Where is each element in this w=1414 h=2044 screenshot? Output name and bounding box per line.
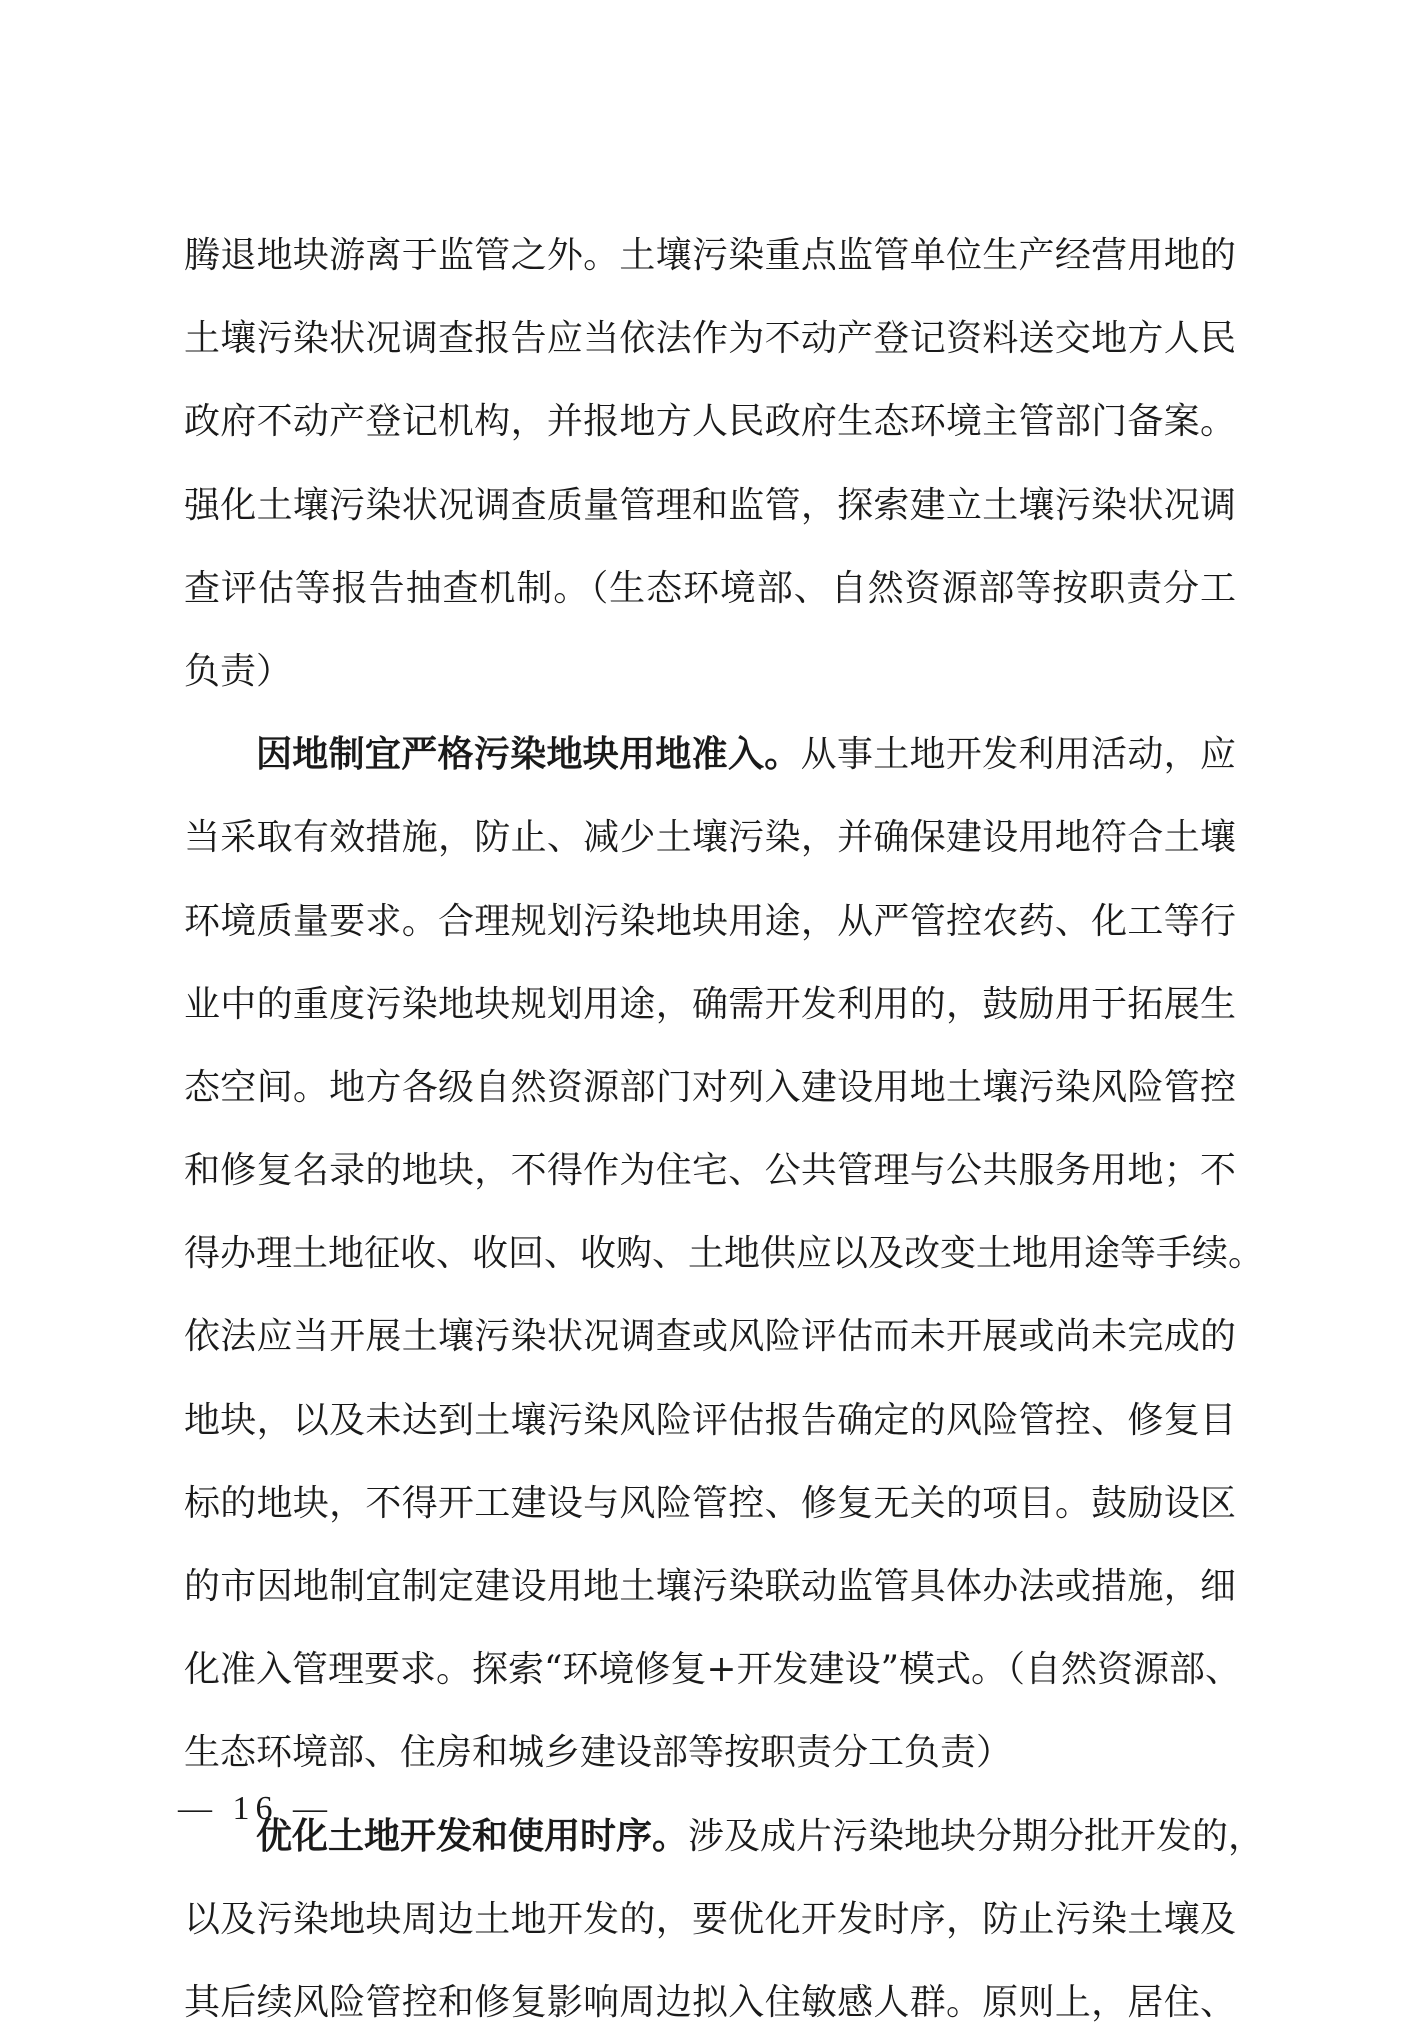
text-line [184, 1961, 1236, 2044]
text-line [184, 1295, 1236, 1378]
line-text: 依法应当开展土壤污染状况调查或风险评估而未开展或尚未完成的 [184, 1316, 1236, 1358]
line-text: 以及污染地块周边土地开发的，要优化开发时序，防止污染土壤及 [184, 1898, 1236, 1940]
text-line [184, 1545, 1236, 1628]
text-line [184, 297, 1236, 380]
line-text: 腾退地块游离于监管之外。土壤污染重点监管单位生产经营用地的 [184, 235, 1236, 276]
line-text: 强化土壤污染状况调查质量管理和监管，探索建立土壤污染状况调 [184, 484, 1236, 526]
text-line [184, 1046, 1236, 1129]
line-text: 化准入管理要求。探索“环境修复+开发建设”模式。（自然资源部、 [184, 1649, 1241, 1691]
text-line [184, 380, 1236, 463]
text-line [184, 963, 1236, 1046]
text-line [184, 1462, 1236, 1545]
line-text: 地块，以及未达到土壤污染风险评估报告确定的风险管控、修复目 [184, 1399, 1236, 1441]
text-line [184, 630, 1236, 713]
text-line [184, 1878, 1236, 1961]
line-text: 负责） [184, 650, 293, 692]
paragraph-heading: 优化土地开发和使用时序。 [256, 1814, 689, 1857]
text-line [184, 1795, 1265, 1878]
line-text: 从事土地开发利用活动，应 [800, 734, 1236, 776]
line-text: 业中的重度污染地块规划用途，确需开发利用的，鼓励用于拓展生 [184, 983, 1236, 1025]
text-line [184, 1628, 1241, 1711]
text-line [184, 1711, 1236, 1794]
line-text: 和修复名录的地块，不得作为住宅、公共管理与公共服务用地；不 [184, 1150, 1236, 1192]
line-text: 的市因地制宜制定建设用地土壤污染联动监管具体办法或措施，细 [184, 1566, 1236, 1607]
line-text: 土壤污染状况调查报告应当依法作为不动产登记资料送交地方人民 [184, 318, 1236, 360]
line-text: 政府不动产登记机构，并报地方人民政府生态环境主管部门备案。 [184, 401, 1236, 443]
text-line [184, 1212, 1265, 1295]
line-text: 态空间。地方各级自然资源部门对列入建设用地土壤污染风险管控 [184, 1066, 1236, 1108]
text-line [184, 713, 1236, 796]
text-line [184, 214, 1236, 297]
text-line [184, 1129, 1236, 1212]
text-line [184, 880, 1236, 963]
line-text: 得办理土地征收、收回、收购、土地供应以及改变土地用途等手续。 [184, 1233, 1265, 1275]
text-line [184, 796, 1236, 879]
line-text: 生态环境部、住房和城乡建设部等按职责分工负责） [184, 1732, 1013, 1774]
paragraph-heading: 因地制宜严格污染地块用地准入。 [256, 733, 801, 776]
text-line [184, 547, 1236, 630]
line-text: 当采取有效措施，防止、减少土壤污染，并确保建设用地符合土壤 [184, 817, 1236, 859]
line-text: 其后续风险管控和修复影响周边拟入住敏感人群。原则上，居住、 [184, 1981, 1236, 2023]
line-text: 涉及成片污染地块分期分批开发的， [688, 1815, 1265, 1857]
text-line [184, 464, 1236, 547]
text-line [184, 1379, 1236, 1462]
page-number: — 16 — [178, 1790, 333, 1827]
body-text [184, 214, 1265, 2044]
line-text: 标的地块，不得开工建设与风险管控、修复无关的项目。鼓励设区 [184, 1482, 1236, 1524]
line-text: 环境质量要求。合理规划污染地块用途，从严管控农药、化工等行 [184, 900, 1236, 942]
line-text: 查评估等报告抽查机制。（生态环境部、自然资源部等按职责分工 [184, 567, 1236, 609]
